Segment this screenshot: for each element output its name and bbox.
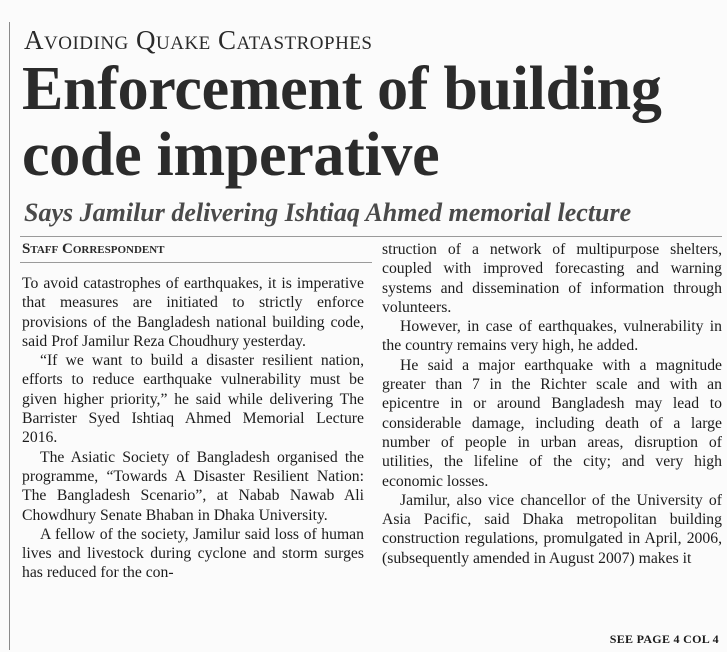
headline-line-1: Enforcement of building [22, 55, 662, 123]
paragraph: struction of a network of multipurpose shelters, coupled with improved forecasting and warning systems and dissemination of information through volunteers. [382, 241, 722, 316]
headline [22, 56, 722, 188]
paragraph: The Asiatic Society of Bangladesh organised the programme, “Towards A Disaster Resilient Nation: The Bangladesh Scenario”, at Nabab Nawab Ali Chowdhury Senate Bhaban in Dhaka University. [22, 448, 364, 524]
byline: Staff Correspondent [22, 241, 165, 257]
body-column-1 [22, 274, 364, 583]
paragraph: “If we want to build a disaster resilient nation, efforts to reduce earthquake vulnerability must be given higher priority,” he said while delivering The Barrister Syed Ishtiaq Ahmed Memorial Lecture 2016. [22, 352, 364, 447]
column-rule-left [9, 22, 10, 650]
paragraph: He said a major earthquake with a magnitude greater than 7 in the Richter scale and with an epicentre in or around Bangladesh may lead to considerable damage, including death of a large number of people in urban areas, disruption of utilities, the lifeline of the city; and very high economic losses. [382, 356, 722, 490]
deck-subheadline: Says Jamilur delivering Ishtiaq Ahmed memorial lecture [24, 198, 632, 227]
deck-divider [20, 236, 722, 237]
paragraph: A fellow of the society, Jamilur said loss of human lives and livestock during cyclone and storm surges has reduced for the con- [22, 525, 364, 582]
kicker: Avoiding Quake Catastrophes [24, 25, 373, 55]
paragraph: Jamilur, also vice chancellor of the University of Asia Pacific, said Dhaka metropolitan building construction regulations, promulgated in April, 2006, (subsequently amended in August 2007) makes it [382, 491, 722, 567]
byline-divider [20, 262, 372, 263]
continuation-jump: SEE PAGE 4 COL 4 [609, 632, 719, 646]
body-column-2 [382, 240, 722, 568]
paragraph: However, in case of earthquakes, vulnerability in the country remains very high, he added. [382, 318, 722, 355]
headline-line-2: code imperative [22, 121, 440, 189]
paragraph: To avoid catastrophes of earthquakes, it is imperative that measures are initiated to strictly enforce provisions of the Bangladesh national building code, said Prof Jamilur Reza Choudhury yesterday. [22, 275, 364, 350]
